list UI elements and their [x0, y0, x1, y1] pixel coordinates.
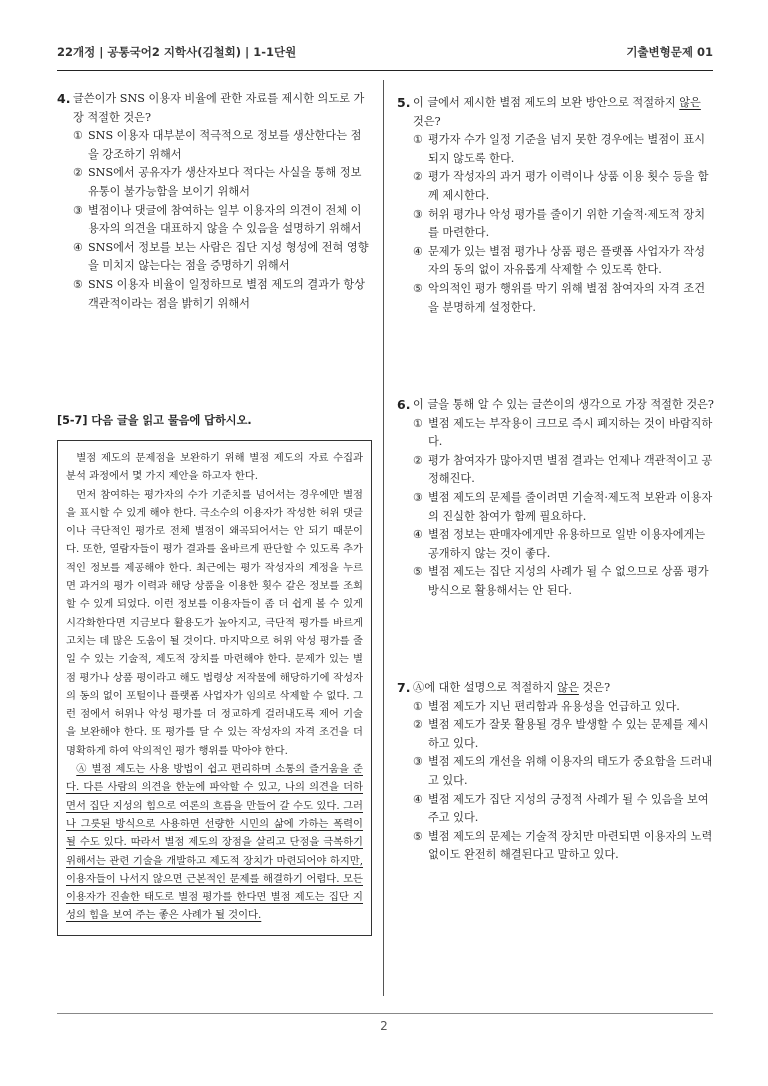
- passage-paragraph: 별점 제도의 문제점을 보완하기 위해 별점 제도의 자료 수집과 분석 과정에서 몇 가지 제안을 하고자 한다.: [66, 452, 363, 483]
- question-number: 4.: [57, 91, 71, 106]
- option[interactable]: ⑤ 별점 제도는 집단 지성의 사례가 될 수 없으므로 상품 평가 방식으로 활용해서는 안 된다.: [413, 565, 709, 597]
- passage-underlined-paragraph: Ⓐ 별점 제도는 사용 방법이 쉽고 편리하며 소통의 즐거움을 준다. 다른 사람의 의견을 한눈에 파악할 수 있고, 나의 의견을 더하면서 집단 지성의 힘으로 여론의 흐름을 만들어 갈 수도 있다. 그러나 그릇된 방식으로 사용하면 선량한 시민의 삶에 가하는 폭력이 될 수도 있다. 따라서 별점 제도의 장점을 살리고 단점을 극복하기 위해서는 관련 기술을 개발하고 제도적 장치가 마련되어야 하지만, 이용자들이 나서지 않으면 근본적인 문제를 해결하기 어렵다. 모든 이용자가 진솔한 태도로 별점 평가를 한다면 별점 제도는 집단 지성의 힘을 보여 주는 좋은 사례가 될 것이다.: [66, 763, 363, 922]
- question-6: [397, 396, 715, 601]
- option[interactable]: ② 평가 참여자가 많아지면 별점 결과는 언제나 객관적이고 공정해진다.: [413, 453, 713, 486]
- emphasis-not: 않은: [557, 681, 579, 694]
- option[interactable]: ② 별점 제도가 잘못 활용될 경우 발생할 수 있는 문제를 제시하고 있다.: [413, 718, 709, 750]
- option[interactable]: ① 별점 제도가 지닌 편리함과 유용성을 언급하고 있다.: [413, 699, 680, 713]
- page-header: [57, 44, 713, 71]
- options: [413, 131, 715, 317]
- option[interactable]: ④ 문제가 있는 별점 평가나 상품 평은 플랫폼 사업자가 작성자의 동의 없이 자유롭게 삭제할 수 있도록 한다.: [413, 244, 706, 277]
- option[interactable]: ② SNS에서 공유자가 생산자보다 적다는 사실을 통해 정보 유통이 불가능함을 보이기 위해서: [73, 166, 362, 198]
- passage-paragraph: 먼저 참여하는 평가자의 수가 기준치를 넘어서는 경우에만 별점을 표시할 수 있게 해야 한다. 극소수의 이용자가 작성한 허위 댓글이나 극단적인 평가로 전체 별점이 왜곡되어서는 안 되기 때문이다. 또한, 열람자들이 평가 결과를 올바르게 판단할 수 있도록 추가적인 정보를 제공해야 한다. 최근에는 평가 작성자의 계정을 누르면 과거의 평가 이력과 해당 상품을 이용한 횟수 같은 정보를 조회할 수 있게 되었다. 이런 정보를 이용자들이 좀 더 쉽게 볼 수 있게 시각화한다면 지금보다 활용도가 높아지고, 극단적 평가를 바르게 고치는 데 많은 도움이 될 것이다. 마지막으로 허위 악성 평가를 줄일 수 있는 기술적, 제도적 장치를 마련해야 한다. 문제가 있는 별점 평가나 상품 평이라고 해도 법령상 저작물에 해당하기에 작성자의 동의 없이 포털이나 플랫폼 사업자가 임의로 삭제할 수 없다. 그런 점에서 허위나 악성 평가를 더 정교하게 걸러내도록 제어 기술을 보완해야 한다. 또 평가를 달 수 있는 작성자의 자격 조건을 더 명확하게 하여 악의적인 평가 행위를 막아야 한다.: [66, 488, 363, 757]
- question-number: 5.: [397, 95, 411, 110]
- option[interactable]: ① 별점 제도는 부작용이 크므로 즉시 폐지하는 것이 바람직하다.: [413, 416, 713, 449]
- option[interactable]: ① 평가자 수가 일정 기준을 넘지 못한 경우에는 별점이 표시되지 않도록 한다.: [413, 133, 706, 165]
- question-4: [57, 90, 372, 313]
- option[interactable]: ⑤ SNS 이용자 비율이 일정하므로 별점 제도의 결과가 항상 객관적이라는 점을 밝히기 위해서: [73, 277, 365, 310]
- question-5: [397, 94, 715, 317]
- options: [413, 698, 715, 865]
- question-number: 7.: [397, 680, 411, 695]
- option[interactable]: ③ 별점이나 댓글에 참여하는 일부 이용자의 의견이 전체 이용자의 의견을 대표하지 않을 수 있음을 설명하기 위해서: [73, 203, 362, 236]
- page-number: 2: [380, 1019, 388, 1033]
- option[interactable]: ④ 별점 제도가 집단 지성의 긍정적 사례가 될 수 있음을 보여 주고 있다.: [413, 792, 709, 825]
- question-stem: 글쓴이가 SNS 이용자 비율에 관한 자료를 제시한 의도로 가장 적절한 것은?: [73, 92, 365, 124]
- option[interactable]: ⑤ 악의적인 평가 행위를 막기 위해 별점 참여자의 자격 조건을 분명하게 설정한다.: [413, 281, 706, 314]
- option[interactable]: ③ 허위 평가나 악성 평가를 줄이기 위한 기술적·제도적 장치를 마련한다.: [413, 207, 706, 240]
- option[interactable]: ② 평가 작성자의 과거 평가 이력이나 상품 이용 횟수 등을 함께 제시한다.: [413, 170, 709, 202]
- option[interactable]: ③ 별점 제도의 개선을 위해 이용자의 태도가 중요함을 드러내고 있다.: [413, 755, 713, 787]
- question-stem: 이 글을 통해 알 수 있는 글쓴이의 생각으로 가장 적절한 것은?: [413, 398, 714, 411]
- option[interactable]: ④ SNS에서 정보를 보는 사람은 집단 지성 형성에 전혀 영향을 미치지 않는다는 점을 증명하기 위해서: [73, 240, 369, 273]
- question-number: 6.: [397, 397, 411, 412]
- question-stem: 이 글에서 제시한 별점 제도의 보완 방안으로 적절하지 않은 것은?: [413, 96, 701, 128]
- header-left: 22개정 | 공통국어2 지학사(김철회) | 1-1단원: [57, 45, 297, 59]
- option[interactable]: ① SNS 이용자 대부분이 적극적으로 정보를 생산한다는 점을 강조하기 위해서: [73, 129, 362, 161]
- column-divider: [383, 80, 384, 996]
- options: [73, 127, 372, 313]
- option[interactable]: ③ 별점 제도의 문제를 줄이려면 기술적·제도적 보완과 이용자의 진실한 참여가 함께 필요하다.: [413, 490, 713, 523]
- footer-divider: [57, 1013, 713, 1014]
- option[interactable]: ④ 별점 정보는 판매자에게만 유용하므로 일반 이용자에게는 공개하지 않는 것이 좋다.: [413, 528, 706, 560]
- passage-set-title: [5-7] 다음 글을 읽고 물음에 답하시오.: [57, 414, 252, 427]
- emphasis-not: 않은: [679, 96, 701, 109]
- passage-box: [57, 440, 372, 936]
- question-7: [397, 679, 715, 865]
- header-right: 기출변형문제 01: [626, 45, 713, 59]
- question-stem: Ⓐ에 대한 설명으로 적절하지 않은 것은?: [413, 681, 611, 694]
- passage: [66, 449, 363, 925]
- option[interactable]: ⑤ 별점 제도의 문제는 기술적 장치만 마련되면 이용자의 노력 없이도 완전히 해결된다고 말하고 있다.: [413, 829, 713, 862]
- options: [413, 415, 715, 601]
